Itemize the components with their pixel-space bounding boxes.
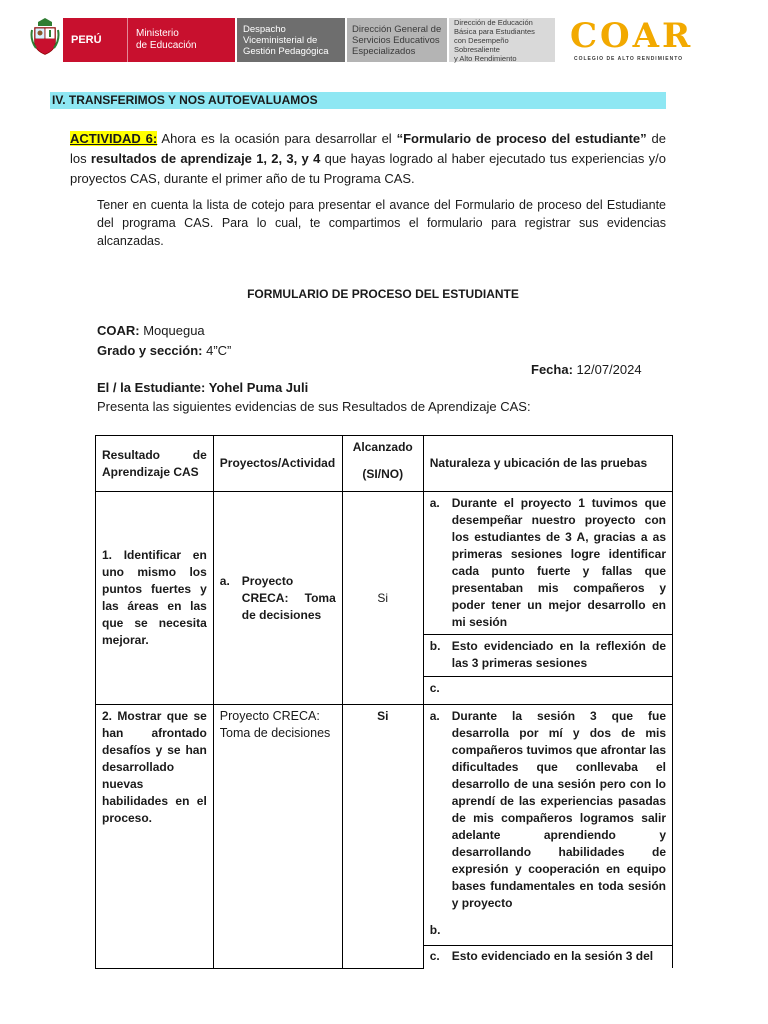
row1-a-text: Durante el proyecto 1 tuvimos que desempeñar nuestro proyecto con los estudiantes de 3 A, gracias a as primeras sesiones logre identificar cada punto fuerte y fallas que presentaban mis compañeros y poder tener un mejor desarrollo en mi sesión xyxy=(451,496,666,629)
row1-b-text: Esto evidenciado en la reflexión de las 3 primeras sesiones xyxy=(451,639,666,670)
despacho-block xyxy=(237,18,345,62)
coar-label: COAR: xyxy=(97,323,140,338)
grado-label: Grado y sección: xyxy=(97,343,203,358)
fecha-field xyxy=(531,362,642,377)
row2-evidence-b-item xyxy=(430,922,666,939)
row2-proyecto: Proyecto CRECA: Toma de decisiones xyxy=(213,705,342,969)
row1-resultado: 1. Identificar en uno mismo los puntos fuertes y las áreas en las que se necesita mejorar. xyxy=(96,492,214,705)
grado-field xyxy=(97,343,231,358)
row1-evidence-a-item xyxy=(430,495,666,631)
despacho-line-1: Despacho xyxy=(243,23,286,35)
activity-label: ACTIVIDAD 6: xyxy=(70,131,158,146)
direccion-educacion-block xyxy=(449,18,555,62)
row1-b-letter: b. xyxy=(429,639,441,653)
activity-text-3: que hayas logrado al haber ejecutado tus experiencias y/o proyectos CAS, durante el primer año de tu Programa CAS. xyxy=(70,151,667,186)
activity-text-1: Ahora es la ocasión para desarrollar el xyxy=(157,131,397,146)
row1-proyecto-item xyxy=(220,573,336,624)
activity-results: resultados de aprendizaje 1, 2, 3, y 4 xyxy=(90,151,321,166)
dirgen-line-2: Servicios Educativos xyxy=(352,34,440,46)
row1-evidence-b xyxy=(423,635,672,677)
form-title: FORMULARIO DE PROCESO DEL ESTUDIANTE xyxy=(247,287,519,301)
section-title: IV. TRANSFERIMOS Y NOS AUTOEVALUAMOS xyxy=(50,92,666,109)
header-proyectos: Proyectos/Actividad xyxy=(213,436,342,492)
row2-a-text: Durante la sesión 3 que fue desarrolla por mí y dos de mis compañeros tuvimos que afrontar las dificultades que conllevaba el desarrollo de una sesión pero con lo aprendí de las experiencias pasadas de mis compañeros logramos salir adelante aprendiendo y desarrollando habilidades de expresión y cooperación en equipo bases fundamentales en toda sesión y proyecto xyxy=(451,709,666,910)
direccion-general-block xyxy=(347,18,447,62)
direduc-line-4: y Alto Rendimiento xyxy=(454,53,517,63)
direduc-line-1: Dirección de Educación xyxy=(454,17,533,27)
ministry-line-1: Ministerio xyxy=(136,28,179,39)
fecha-value: 12/07/2024 xyxy=(572,362,642,377)
coar-logo xyxy=(570,16,740,64)
ministry-block xyxy=(127,18,235,62)
row1-evidence-c-item xyxy=(430,680,666,697)
header-naturaleza: Naturaleza y ubicación de las pruebas xyxy=(423,436,672,492)
header-sino-label: (SI/NO) xyxy=(362,467,404,481)
row2-evidence-a-item xyxy=(430,708,666,912)
table-header-row xyxy=(96,436,673,492)
dirgen-line-1: Dirección General de xyxy=(352,23,442,35)
row1-evidence-a xyxy=(423,492,672,635)
dirgen-line-3: Especializados xyxy=(352,45,416,57)
row2-evidence xyxy=(423,705,672,969)
row1-alcanzado: Si xyxy=(342,492,423,705)
instructions-paragraph: Tener en cuenta la lista de cotejo para presentar el avance del Formulario de proceso del Estudiante del programa CAS. Para lo cual, te compartimos el formulario para registrar sus evidencias alcanzadas. xyxy=(97,198,666,248)
coar-field xyxy=(97,323,205,338)
document-header xyxy=(30,14,738,68)
row1-a-letter: a. xyxy=(429,496,440,510)
direduc-line-2: Básica para Estudiantes xyxy=(454,26,535,36)
row1-evidence-c xyxy=(423,677,672,705)
activity-form-quote: “Formulario de proceso del estudiante” xyxy=(396,131,647,146)
header-alcanzado xyxy=(342,436,423,492)
row2-c-letter: c. xyxy=(429,949,440,963)
coar-wordmark: COAR xyxy=(570,16,694,56)
grado-value: 4”C” xyxy=(202,343,232,358)
table-row xyxy=(96,705,673,969)
row2-c-text: Esto evidenciado en la sesión 3 del xyxy=(451,949,654,963)
country-label: PERÚ xyxy=(71,34,102,46)
student-name: El / la Estudiante: Yohel Puma Juli xyxy=(97,380,309,395)
activity-paragraph xyxy=(70,129,666,189)
row1-proyecto xyxy=(213,492,342,705)
peru-brand-block xyxy=(63,18,127,62)
ministry-line-2: de Educación xyxy=(136,40,197,51)
row2-alcanzado: Si xyxy=(342,705,423,969)
header-alcanzado-label: Alcanzado xyxy=(352,440,413,454)
despacho-line-3: Gestión Pedagógica xyxy=(243,45,329,57)
fecha-label: Fecha: xyxy=(531,362,573,377)
activity-text-2: de los xyxy=(70,131,666,166)
evidence-intro: Presenta las siguientes evidencias de sus Resultados de Aprendizaje CAS: xyxy=(97,399,531,414)
coar-subtitle: COLEGIO DE ALTO RENDIMIENTO xyxy=(574,56,684,62)
despacho-line-2: Viceministerial de xyxy=(243,34,318,46)
row1-proyecto-text: Proyecto CRECA: Toma de decisiones xyxy=(241,573,336,622)
peru-coat-of-arms-icon xyxy=(30,16,60,56)
evidence-table xyxy=(95,435,673,969)
row2-resultado: 2. Mostrar que se han afrontado desafíos y se han desarrollado nuevas habilidades en el proceso. xyxy=(96,705,214,969)
row1-proyecto-letter: a. xyxy=(219,573,230,588)
row1-c-letter: c. xyxy=(429,681,440,695)
row2-b-letter: b. xyxy=(429,923,441,937)
row1-evidence-b-item xyxy=(430,638,666,672)
table-row xyxy=(96,492,673,635)
row2-evidence-c-item xyxy=(424,945,672,965)
coar-value: Moquegua xyxy=(139,323,205,338)
direduc-line-3: con Desempeño Sobresaliente xyxy=(454,35,509,54)
row2-a-letter: a. xyxy=(429,709,440,723)
header-resultado: Resultado de Aprendizaje CAS xyxy=(96,436,214,492)
